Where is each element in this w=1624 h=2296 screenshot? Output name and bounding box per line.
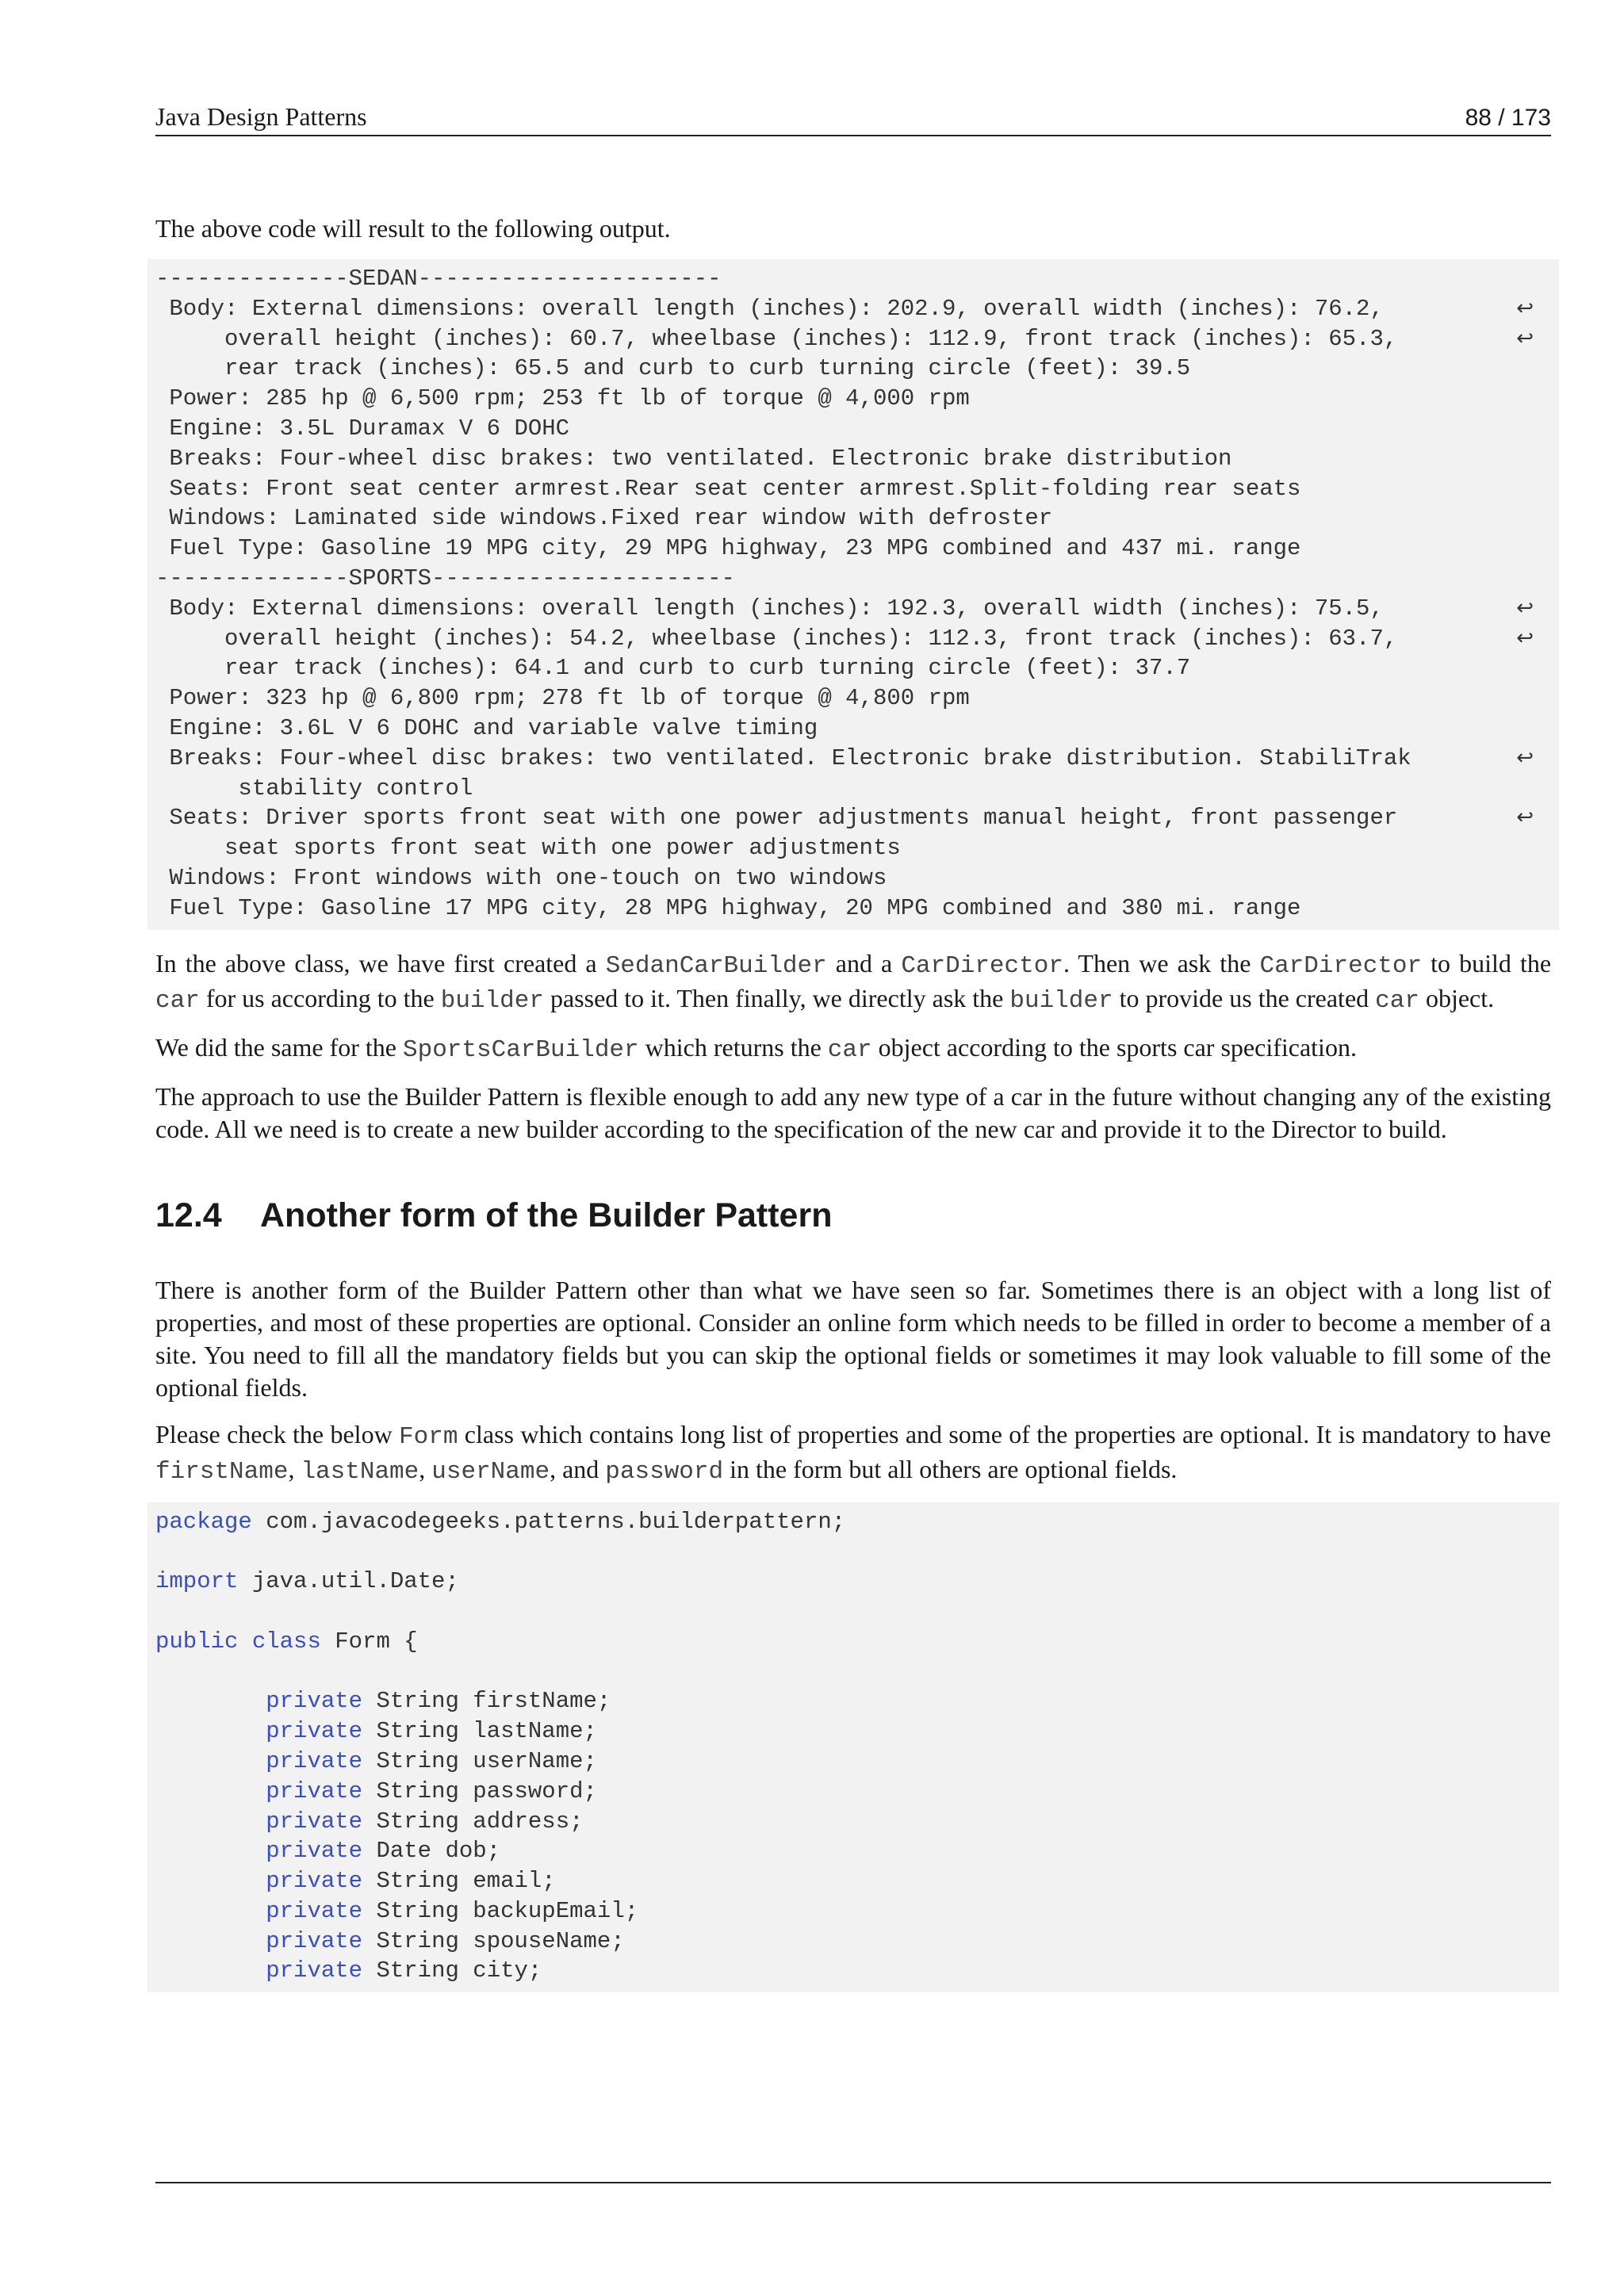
code-line — [155, 1866, 1551, 1896]
output-text: overall height (inches): 54.2, wheelbase (inches): 112.3, front track (inches): 63.7, — [155, 625, 1398, 652]
section-title: Another form of the Builder Pattern — [260, 1196, 833, 1234]
inline-code: CarDirector — [901, 951, 1063, 980]
text: , and — [550, 1454, 606, 1483]
indent — [155, 1778, 266, 1804]
output-text: Engine: 3.6L V 6 DOHC and variable valve timing — [155, 714, 818, 741]
paragraph-sports-builder — [155, 1031, 1551, 1066]
output-line — [155, 503, 1551, 534]
text: which returns the — [638, 1032, 828, 1062]
text: to provide us the created — [1113, 983, 1376, 1012]
inline-code: car — [155, 986, 200, 1015]
code-text: String city; — [362, 1957, 542, 1984]
inline-code: SedanCarBuilder — [605, 951, 827, 980]
indent — [155, 1868, 266, 1894]
code-text: String address; — [362, 1808, 584, 1835]
code-text: String lastName; — [362, 1718, 597, 1745]
output-line — [155, 653, 1551, 683]
code-text: java.util.Date; — [238, 1568, 459, 1595]
text: In the above class, we have first created a — [155, 948, 606, 978]
inline-code: password — [605, 1457, 724, 1486]
page-number: 88 / 173 — [1465, 105, 1551, 131]
code-line — [155, 1627, 1551, 1657]
indent — [155, 1808, 266, 1835]
output-line — [155, 414, 1551, 444]
output-line — [155, 774, 1551, 804]
output-text: Engine: 3.5L Duramax V 6 DOHC — [155, 415, 570, 442]
output-text: Power: 323 hp @ 6,800 rpm; 278 ft lb of torque @ 4,800 rpm — [155, 685, 970, 712]
output-line — [155, 714, 1551, 744]
indent — [155, 1748, 266, 1774]
output-text: rear track (inches): 65.5 and curb to curb turning circle (feet): 39.5 — [155, 355, 1191, 382]
output-text: Seats: Front seat center armrest.Rear seat center armrest.Split-folding rear seats — [155, 475, 1301, 502]
indent — [155, 1688, 266, 1714]
paragraph-form-class — [155, 1418, 1551, 1488]
indent — [155, 1957, 266, 1984]
output-text: Body: External dimensions: overall length (inches): 202.9, overall width (inches): 76.2, — [155, 295, 1384, 322]
output-text: Power: 285 hp @ 6,500 rpm; 253 ft lb of torque @ 4,000 rpm — [155, 385, 970, 412]
output-text: Breaks: Four-wheel disc brakes: two ventilated. Electronic brake distribution — [155, 445, 1232, 472]
inline-code: SportsCarBuilder — [402, 1035, 639, 1064]
keyword: private — [266, 1718, 363, 1745]
text: object according to the sports car specification. — [871, 1032, 1357, 1062]
page-header — [155, 97, 1551, 136]
code-text: String backupEmail; — [362, 1897, 639, 1924]
text: for us according to the — [199, 983, 441, 1012]
footer-rule — [155, 2182, 1551, 2183]
output-text: --------------SPORTS---------------------- — [155, 564, 735, 591]
output-line — [155, 324, 1551, 354]
output-text: Seats: Driver sports front seat with one power adjustments manual height, front passenger — [155, 805, 1398, 832]
output-listing — [147, 259, 1559, 930]
output-line — [155, 833, 1551, 863]
output-text: Fuel Type: Gasoline 19 MPG city, 29 MPG highway, 23 MPG combined and 437 mi. range — [155, 535, 1301, 562]
code-line — [155, 1686, 1551, 1716]
inline-code: builder — [440, 986, 544, 1015]
output-line — [155, 534, 1551, 564]
code-line — [155, 1567, 1551, 1597]
code-text: Form { — [320, 1628, 418, 1655]
code-text: String password; — [362, 1777, 597, 1804]
keyword: private — [266, 1808, 363, 1835]
paragraph-another-form: There is another form of the Builder Pattern other than what we have seen so far. Sometimes there is an object with a long list of properties, and most of these properties are optional. Consider an online form which needs to be filled in order to become a member of a site. You need to fill all the mandatory fields but you can skip the optional fields or sometimes it may look valuable to fill some of the optional fields. — [155, 1275, 1551, 1402]
output-text: Fuel Type: Gasoline 17 MPG city, 28 MPG highway, 20 MPG combined and 380 mi. range — [155, 894, 1301, 921]
code-text: String email; — [362, 1868, 556, 1895]
text: and a — [826, 948, 902, 978]
code-line — [155, 1836, 1551, 1866]
output-line — [155, 444, 1551, 474]
output-text: --------------SEDAN---------------------- — [155, 266, 722, 292]
keyword: private — [266, 1777, 363, 1804]
inline-code: CarDirector — [1259, 951, 1423, 980]
keyword: private — [266, 1927, 363, 1954]
text: . Then we ask the — [1063, 948, 1260, 978]
inline-code: car — [827, 1035, 872, 1064]
inline-code: builder — [1009, 986, 1113, 1015]
keyword: private — [266, 1688, 363, 1715]
line-wrap-icon: ↩ — [1516, 326, 1534, 350]
output-text: Body: External dimensions: overall length (inches): 192.3, overall width (inches): 75.5, — [155, 595, 1384, 622]
output-line — [155, 564, 1551, 594]
indent — [155, 1928, 266, 1954]
indent — [155, 1838, 266, 1864]
output-line — [155, 594, 1551, 624]
code-line — [155, 1956, 1551, 1986]
text: in the form but all others are optional fields. — [723, 1454, 1178, 1483]
output-text: stability control — [155, 775, 473, 802]
line-wrap-icon: ↩ — [1516, 806, 1534, 830]
output-line — [155, 863, 1551, 894]
output-text: Windows: Laminated side windows.Fixed rear window with defroster — [155, 505, 1053, 532]
inline-code: firstName — [155, 1457, 289, 1486]
line-wrap-icon: ↩ — [1516, 626, 1534, 650]
text: to build the — [1422, 948, 1552, 978]
output-line — [155, 264, 1551, 294]
indent — [155, 1718, 266, 1744]
line-wrap-icon: ↩ — [1516, 745, 1534, 770]
keyword: private — [266, 1838, 363, 1865]
output-line — [155, 624, 1551, 654]
page-content — [155, 212, 1551, 2010]
code-text: Date dob; — [362, 1838, 501, 1865]
section-number: 12.4 — [155, 1196, 222, 1234]
code-line-blank — [155, 1657, 1551, 1687]
output-text: Windows: Front windows with one-touch on two windows — [155, 864, 887, 891]
paragraph-approach: The approach to use the Builder Pattern is flexible enough to add any new type of a car in the future without changing any of the existing code. All we need is to create a new builder according to the specification of the new car and provide it to the Director to build. — [155, 1081, 1551, 1143]
text: passed to it. Then finally, we directly ask the — [543, 983, 1010, 1012]
text: , — [419, 1454, 432, 1483]
output-line — [155, 683, 1551, 714]
text: , — [288, 1454, 301, 1483]
inline-code: userName — [431, 1457, 550, 1486]
output-line — [155, 803, 1551, 833]
keyword: class — [251, 1628, 321, 1655]
code-line-blank — [155, 1597, 1551, 1627]
inline-code: lastName — [301, 1457, 419, 1486]
line-wrap-icon: ↩ — [1516, 595, 1534, 620]
inline-code: car — [1375, 986, 1419, 1015]
text: We did the same for the — [155, 1032, 403, 1062]
code-text: com.javacodegeeks.patterns.builderpattern; — [251, 1508, 846, 1535]
code-line-blank — [155, 1536, 1551, 1567]
indent — [155, 1898, 266, 1924]
java-code-listing — [147, 1502, 1559, 1993]
code-line — [155, 1896, 1551, 1927]
output-line — [155, 294, 1551, 324]
text: Please check the below — [155, 1419, 400, 1448]
inline-code: Form — [399, 1422, 458, 1451]
book-title: Java Design Patterns — [155, 102, 367, 131]
output-text: seat sports front seat with one power adjustments — [155, 835, 901, 862]
output-intro: The above code will result to the following output. — [155, 214, 671, 243]
code-line — [155, 1716, 1551, 1747]
code-line — [155, 1747, 1551, 1777]
paragraph-builder-explanation — [155, 947, 1551, 1017]
code-line — [155, 1927, 1551, 1957]
keyword: private — [266, 1897, 363, 1924]
text: object. — [1419, 983, 1495, 1012]
output-text: overall height (inches): 60.7, wheelbase (inches): 112.9, front track (inches): 65.3, — [155, 325, 1398, 352]
keyword: private — [266, 1747, 363, 1774]
output-line — [155, 894, 1551, 924]
output-line — [155, 354, 1551, 384]
output-line — [155, 474, 1551, 504]
keyword: public — [155, 1628, 239, 1655]
keyword: package — [155, 1508, 252, 1535]
keyword: private — [266, 1868, 363, 1895]
output-line — [155, 384, 1551, 414]
output-line — [155, 744, 1551, 774]
line-wrap-icon: ↩ — [1516, 296, 1534, 320]
code-line — [155, 1807, 1551, 1837]
code-line — [155, 1507, 1551, 1537]
code-text: String spouseName; — [362, 1927, 625, 1954]
text: class which contains long list of properties and some of the properties are optional. It is mandatory to have — [458, 1419, 1552, 1448]
code-line — [155, 1777, 1551, 1807]
code-text: String firstName; — [362, 1688, 611, 1715]
section-heading — [155, 1195, 1551, 1236]
field-declarations — [155, 1686, 1551, 1986]
output-text: rear track (inches): 64.1 and curb to curb turning circle (feet): 37.7 — [155, 655, 1191, 682]
code-text: String userName; — [362, 1747, 597, 1774]
output-text: Breaks: Four-wheel disc brakes: two ventilated. Electronic brake distribution. StabiliTrak — [155, 744, 1411, 771]
keyword: private — [266, 1957, 363, 1984]
keyword: import — [155, 1568, 239, 1595]
